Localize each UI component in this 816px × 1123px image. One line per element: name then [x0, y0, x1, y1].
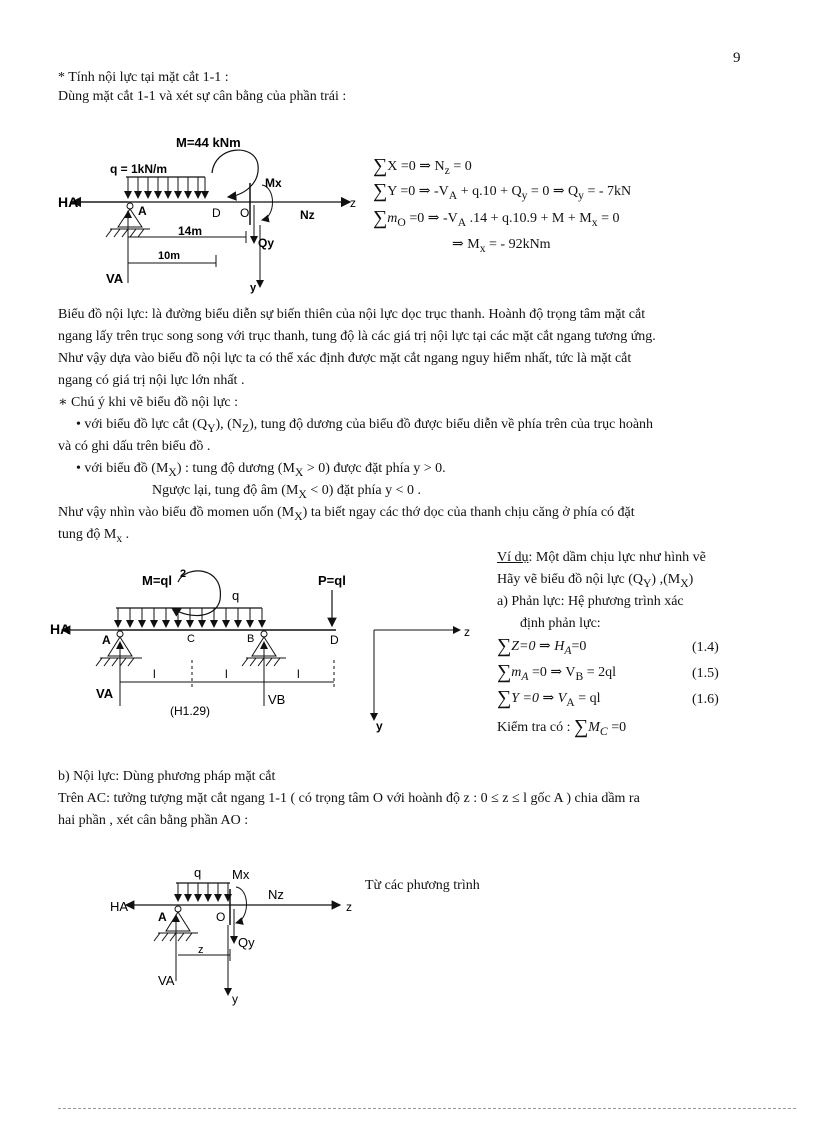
fig1-z: z: [350, 196, 356, 210]
eq1-result: ⇒ $M_x$ = - 92kNm: [452, 237, 551, 255]
fig3-y: y: [232, 992, 238, 1006]
fig2-l3: l: [297, 667, 300, 681]
note-bullet2: • với biểu đồ $(M_X)$ : tung độ dương $(M_X > 0)$ được đặt phía y > 0.: [76, 461, 446, 479]
fig3-note: Từ các phương trình: [365, 878, 480, 893]
example-r3-num: (1.6): [692, 692, 719, 707]
note-bullet1: • với biểu đồ lực cắt $(Q_Y)$, $(N_Z)$, tung độ dương của biểu đồ được biểu diễn về phía trên của trục hoành: [76, 417, 654, 435]
fig2-caption: (H1.29): [170, 704, 211, 718]
fig2-VB: VB: [268, 692, 286, 707]
example-r1: ∑Z=0 ⇒ $H_A=0$: [497, 635, 587, 657]
fig1-A: A: [138, 204, 147, 218]
fig2-z: z: [464, 625, 470, 639]
example-check: Kiểm tra có : $\sum M_C =0$: [497, 716, 627, 738]
fig2-q: q: [232, 588, 240, 603]
fig2-A: A: [102, 633, 111, 647]
fig3-VA: VA: [158, 973, 175, 988]
para2-line2: tung độ $M_x$ .: [58, 527, 130, 545]
fig1-D: D: [212, 206, 221, 220]
eq1-sumY: ∑Y =0 ⇒ $-V_A + q.10 + Q_y = 0$ ⇒ $Q_y$ = - 7kN: [373, 180, 632, 202]
fig1-HA: HA: [58, 194, 79, 210]
section-b-line2: hai phần , xét cân bằng phần AO :: [58, 813, 249, 828]
fig1-VA: VA: [106, 271, 124, 286]
fig2-HA: HA: [50, 621, 71, 637]
section-heading: * Tính nội lực tại mặt cắt 1-1 :: [58, 70, 229, 85]
example-r2: $\sum m_A =0$ ⇒ $V_B = 2ql$: [497, 661, 617, 683]
figure-beam-H1-29: [50, 560, 490, 740]
fig2-load-arrows: [118, 608, 262, 627]
note-bullet3: Ngược lại, tung độ âm $(M_X < 0)$ đặt phía y < 0 .: [152, 483, 422, 501]
section-b-line1: Trên AC: tưởng tượng mặt cắt ngang 1-1 ( có trọng tâm O với hoành độ z : 0 ≤ z ≤ l gốc A ) chia dầm ra: [58, 791, 640, 806]
fig3-Mx: Mx: [232, 867, 250, 882]
fig3-HA: HA: [110, 899, 129, 914]
example-line2: Hãy vẽ biểu đồ nội lực $(Q_Y)$ $,(M_X)$: [497, 572, 694, 590]
fig1-dim-10m: 10m: [158, 250, 181, 262]
eq1-sumM: $\sum m_O =0$ ⇒ $-V_A$ $.14 + q.10.9 + M + M_x = 0$: [373, 207, 620, 229]
figure-beam-section-1: [50, 125, 370, 295]
fig3-z: z: [346, 900, 352, 914]
fig1-moment-label: M=44 kNm: [176, 135, 241, 150]
fig1-Qy: Qy: [258, 236, 275, 250]
note-title: ∗ Chú ý khi vẽ biểu đồ nội lực :: [58, 395, 239, 410]
fig3-A: A: [158, 910, 167, 924]
example-a-cont: định phản lực:: [520, 616, 601, 631]
fig2-P: P=ql: [318, 573, 346, 588]
fig2-l2: l: [225, 667, 228, 681]
fig2-VA: VA: [96, 686, 114, 701]
fig3-O: O: [216, 910, 226, 924]
fig1-load-arrows: [128, 177, 205, 198]
page-number: 9: [733, 50, 741, 66]
fig1-load-label: q = 1kN/m: [110, 162, 168, 176]
fig3-Nz: Nz: [268, 887, 284, 902]
example-title: Ví dụ: Một dầm chịu lực như hình vẽ: [497, 550, 706, 565]
fig1-y: y: [250, 282, 257, 294]
para1-line3: Như vậy dựa vào biểu đồ nội lực ta có thể xác định được mặt cắt ngang nguy hiểm nhất, tức là mặt cắt: [58, 351, 632, 366]
fig2-D: D: [330, 633, 339, 647]
fig2-C: C: [187, 633, 195, 645]
fig3-Qy: Qy: [238, 935, 255, 950]
para2-line1: Như vậy nhìn vào biểu đồ momen uốn $(M_X)$ ta biết ngay các thớ dọc của thanh chịu căng ở phía có đặt: [58, 505, 635, 523]
page-bottom-rule: [58, 1108, 796, 1109]
fig2-moment-exp: 2: [180, 568, 187, 580]
para1-line2: ngang lấy trên trục song song với trục thanh, tung độ là các giá trị nội lực tại các mặt cắt ngang tương ứng.: [58, 329, 656, 344]
section-intro: Dùng mặt cắt 1-1 và xét sự cân bằng của phần trái :: [58, 89, 347, 104]
fig2-moment: M=ql: [142, 573, 172, 588]
example-a: a) Phản lực: Hệ phương trình xác: [497, 594, 684, 609]
fig1-Nz: Nz: [300, 208, 315, 222]
example-r1-num: (1.4): [692, 640, 719, 655]
fig1-dim-14m: 14m: [178, 224, 203, 238]
para1-line1: Biểu đồ nội lực: là đường biểu diễn sự biến thiên của nội lực dọc trục thanh. Hoành độ trọng tâm mặt cắt: [58, 307, 646, 322]
para1-line4: ngang có giá trị nội lực lớn nhất .: [58, 373, 245, 388]
fig2-B: B: [247, 633, 255, 645]
fig1-O: O: [240, 206, 250, 220]
eq1-sumX: ∑X =0 ⇒ $N_z = 0$: [373, 155, 472, 177]
fig3-q: q: [194, 865, 202, 880]
example-r3: ∑Y =0 ⇒ $V_A$ = ql: [497, 687, 601, 709]
fig3-zdim: z: [198, 944, 204, 956]
figure-beam-section-AO: [100, 855, 360, 1015]
fig2-l1: l: [153, 667, 156, 681]
example-r2-num: (1.5): [692, 666, 719, 681]
fig2-y: y: [376, 719, 383, 733]
section-b-title: b) Nội lực: Dùng phương pháp mặt cắt: [58, 769, 276, 784]
note-bullet1-cont: và có ghi dấu trên biểu đồ .: [58, 439, 211, 454]
fig1-Mx: Mx: [265, 176, 282, 190]
